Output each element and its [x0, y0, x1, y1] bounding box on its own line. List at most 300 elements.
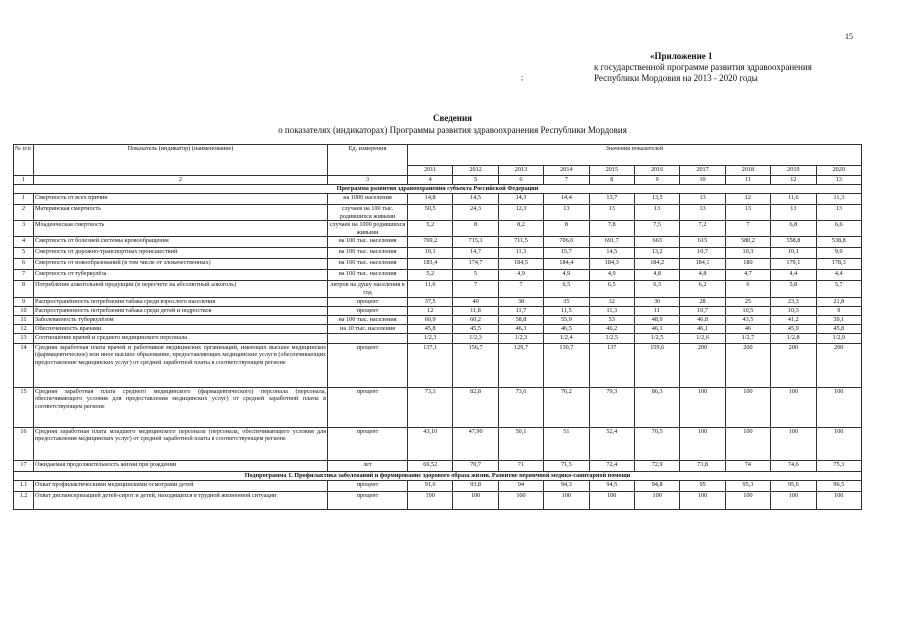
- value-cell: 1/2,5: [589, 333, 634, 343]
- indicator-name: Смертность от туберкулёза: [34, 270, 328, 281]
- value-cell: 4,8: [634, 270, 679, 281]
- unit-cell: литров на душу населения в год: [328, 281, 408, 297]
- section-1-row: [14, 185, 862, 194]
- value-cell: 11,6: [408, 281, 453, 297]
- value-cell: 5,2: [408, 221, 453, 237]
- value-cell: 100: [771, 427, 816, 460]
- year-header: 2014: [544, 166, 589, 176]
- indicator-name: Соотношение врачей и среднего медицинского персонала: [34, 333, 328, 343]
- value-cell: 100: [725, 427, 770, 460]
- column-number: 4: [408, 176, 453, 185]
- value-cell: 711,5: [498, 237, 543, 248]
- value-cell: 137,1: [408, 343, 453, 387]
- value-cell: 663: [634, 237, 679, 248]
- value-cell: 46,2: [589, 324, 634, 333]
- appendix-line-2: Республики Мордовия на 2013 - 2020 годы: [594, 73, 758, 83]
- row-number: 14: [14, 343, 34, 387]
- value-cell: 10,3: [725, 248, 770, 259]
- value-cell: 615: [680, 237, 725, 248]
- value-cell: 180: [725, 259, 770, 270]
- value-cell: 75,3: [816, 460, 861, 471]
- value-cell: 14,3: [498, 194, 543, 205]
- document-title: Сведения: [432, 113, 473, 123]
- value-cell: 46,8: [680, 315, 725, 324]
- value-cell: 7: [498, 281, 543, 297]
- row-number: 6: [14, 259, 34, 270]
- indicator-name: Смертность от всех причин: [34, 194, 328, 205]
- column-number: 7: [544, 176, 589, 185]
- value-cell: 100: [680, 491, 725, 509]
- value-cell: 6,5: [589, 281, 634, 297]
- year-header: 2015: [589, 166, 634, 176]
- table-row: [14, 237, 862, 248]
- column-number: 5: [453, 176, 498, 185]
- value-cell: 94: [498, 480, 543, 491]
- row-number: 9: [14, 297, 34, 306]
- value-cell: 6: [725, 281, 770, 297]
- indicator-name: Охват диспансеризацией детей-сирот и детей, находящихся в трудной жизненной ситуации: [34, 491, 328, 509]
- header-num: № п/п: [14, 145, 34, 176]
- value-cell: 715,1: [453, 237, 498, 248]
- value-cell: 11,3: [498, 248, 543, 259]
- value-cell: 47,90: [453, 427, 498, 460]
- value-cell: 12,3: [498, 205, 543, 221]
- stray-mark: ;: [521, 73, 524, 82]
- value-cell: 48,9: [634, 315, 679, 324]
- row-number: 4: [14, 237, 34, 248]
- value-cell: 93,8: [453, 480, 498, 491]
- document-subtitle: о показателях (индикаторах) Программы развития здравоохранения Республики Мордовия: [278, 125, 627, 135]
- value-cell: 100: [589, 491, 634, 509]
- unit-cell: на 100 тыс. населения: [328, 315, 408, 324]
- value-cell: 23,3: [771, 297, 816, 306]
- value-cell: 73,3: [408, 387, 453, 427]
- value-cell: 11,6: [771, 194, 816, 205]
- section-1-title: Программа развития здравоохранения субъекта Российской Федерации: [14, 185, 862, 194]
- value-cell: 159,6: [634, 343, 679, 387]
- value-cell: 14,5: [589, 248, 634, 259]
- value-cell: 51: [544, 427, 589, 460]
- value-cell: 200: [725, 343, 770, 387]
- year-header: 2018: [725, 166, 770, 176]
- value-cell: 46,3: [498, 324, 543, 333]
- unit-cell: на 1000 населения: [328, 194, 408, 205]
- unit-cell: процент: [328, 427, 408, 460]
- table-row: [14, 306, 862, 315]
- value-cell: 1/2,9: [816, 333, 861, 343]
- unit-cell: процент: [328, 306, 408, 315]
- unit-cell: на 100 тыс. населения: [328, 259, 408, 270]
- value-cell: 769,2: [408, 237, 453, 248]
- value-cell: 7,2: [680, 221, 725, 237]
- indicator-name: Смертность от новообразований (в том числе от злокачественных): [34, 259, 328, 270]
- table-row: [14, 297, 862, 306]
- value-cell: 13: [680, 205, 725, 221]
- table-row: [14, 248, 862, 259]
- value-cell: 100: [816, 491, 861, 509]
- section-2-row: [14, 471, 862, 480]
- value-cell: 86,3: [634, 387, 679, 427]
- indicator-name: Смертность от дорожно-транспортных происшествий: [34, 248, 328, 259]
- unit-cell: на 100 тыс. населения: [328, 248, 408, 259]
- value-cell: 46,5: [544, 324, 589, 333]
- table-row: [14, 387, 862, 427]
- value-cell: 200: [680, 343, 725, 387]
- table-row: [14, 480, 862, 491]
- indicator-name: Средняя заработная плата врачей и работников медицинских организаций, имеющих высшее медицинское (фармацевтическое) или иное высшее образование, предоставляющих медицинские услуги (обеспечивающих предоставление медицинских услуг) от средней заработной платы в соответствующем регионе: [34, 343, 328, 387]
- value-cell: 69,52: [408, 460, 453, 471]
- unit-cell: случаев на 100 тыс. родившихся живыми: [328, 205, 408, 221]
- value-cell: 8: [453, 221, 498, 237]
- row-number: 16: [14, 427, 34, 460]
- row-number: 13: [14, 333, 34, 343]
- year-header: 2020: [816, 166, 861, 176]
- value-cell: 1/2,3: [408, 333, 453, 343]
- value-cell: 39,1: [816, 315, 861, 324]
- table-row: [14, 221, 862, 237]
- value-cell: 12: [408, 306, 453, 315]
- value-cell: 5,8: [771, 281, 816, 297]
- value-cell: 32: [589, 297, 634, 306]
- appendix-line-1: к государственной программе развития здравоохранения: [594, 62, 812, 72]
- table-row: [14, 427, 862, 460]
- value-cell: 7: [453, 281, 498, 297]
- value-cell: 52,4: [589, 427, 634, 460]
- value-cell: 100: [725, 491, 770, 509]
- value-cell: 8,2: [498, 221, 543, 237]
- value-cell: 72,4: [589, 460, 634, 471]
- unit-cell: процент: [328, 480, 408, 491]
- table-row: [14, 270, 862, 281]
- value-cell: 1/2,3: [498, 333, 543, 343]
- unit-cell: [328, 333, 408, 343]
- value-cell: 6,3: [634, 281, 679, 297]
- value-cell: 43,10: [408, 427, 453, 460]
- value-cell: 50,1: [498, 427, 543, 460]
- value-cell: 95,6: [771, 480, 816, 491]
- value-cell: 46,1: [634, 324, 679, 333]
- indicator-name: Распространенность потребления табака среди детей и подростков: [34, 306, 328, 315]
- value-cell: 538,8: [816, 237, 861, 248]
- value-cell: 184,4: [544, 259, 589, 270]
- value-cell: 10,1: [408, 248, 453, 259]
- value-cell: 129,7: [498, 343, 543, 387]
- value-cell: 178,3: [816, 259, 861, 270]
- value-cell: 184,2: [634, 259, 679, 270]
- value-cell: 10,7: [680, 248, 725, 259]
- row-number: 11: [14, 315, 34, 324]
- value-cell: 13: [680, 194, 725, 205]
- year-header: 2017: [680, 166, 725, 176]
- indicator-name: Потребление алкогольной продукции (в пересчете на абсолютный алкоголь): [34, 281, 328, 297]
- value-cell: 100: [544, 491, 589, 509]
- value-cell: 24,3: [453, 205, 498, 221]
- value-cell: 45,8: [408, 324, 453, 333]
- header-unit: Ед. измерения: [328, 145, 408, 176]
- row-number: 2: [14, 205, 34, 221]
- value-cell: 45,5: [453, 324, 498, 333]
- value-cell: 46,1: [680, 324, 725, 333]
- unit-cell: процент: [328, 297, 408, 306]
- appendix-title: «Приложение 1: [650, 51, 713, 61]
- table-row: [14, 333, 862, 343]
- value-cell: 28: [680, 297, 725, 306]
- row-number: 3: [14, 221, 34, 237]
- value-cell: 10,1: [771, 248, 816, 259]
- value-cell: 46: [725, 324, 770, 333]
- value-cell: 70,7: [453, 460, 498, 471]
- value-cell: 100: [453, 491, 498, 509]
- value-cell: 100: [725, 387, 770, 427]
- unit-cell: случаев на 1000 родившихся живыми: [328, 221, 408, 237]
- value-cell: 4,9: [589, 270, 634, 281]
- value-cell: 45,8: [816, 324, 861, 333]
- value-cell: 9: [816, 306, 861, 315]
- value-cell: 1/2,7: [725, 333, 770, 343]
- value-cell: 11,8: [453, 306, 498, 315]
- value-cell: 4,4: [816, 270, 861, 281]
- unit-cell: процент: [328, 343, 408, 387]
- column-number: 8: [589, 176, 634, 185]
- value-cell: 50,5: [408, 205, 453, 221]
- value-cell: 1/2,4: [544, 333, 589, 343]
- value-cell: 100: [680, 427, 725, 460]
- value-cell: 7,8: [589, 221, 634, 237]
- value-cell: 200: [771, 343, 816, 387]
- value-cell: 174,7: [453, 259, 498, 270]
- value-cell: 13: [589, 205, 634, 221]
- value-cell: 156,7: [453, 343, 498, 387]
- year-header: 2019: [771, 166, 816, 176]
- value-cell: 21,8: [816, 297, 861, 306]
- value-cell: 53: [589, 315, 634, 324]
- value-cell: 70,5: [634, 427, 679, 460]
- value-cell: 11,3: [589, 306, 634, 315]
- value-cell: 100: [498, 491, 543, 509]
- table-row: [14, 343, 862, 387]
- value-cell: 100: [771, 491, 816, 509]
- page-number: 15: [845, 32, 853, 41]
- value-cell: 73,8: [680, 460, 725, 471]
- value-cell: 11,5: [544, 306, 589, 315]
- row-number: 15: [14, 387, 34, 427]
- value-cell: 100: [408, 491, 453, 509]
- value-cell: 13: [725, 205, 770, 221]
- value-cell: 10,5: [725, 306, 770, 315]
- value-cell: 179,1: [771, 259, 816, 270]
- section-2-title: Подпрограмма 1. Профилактика заболеваний и формирование здорового образа жизни. Развитие первичной медико-санитарной помощи: [14, 471, 862, 480]
- indicators-table: [13, 144, 862, 510]
- value-cell: 7,5: [634, 221, 679, 237]
- value-cell: 6,6: [816, 221, 861, 237]
- value-cell: 58,8: [498, 315, 543, 324]
- value-cell: 95: [680, 480, 725, 491]
- value-cell: 4,4: [771, 270, 816, 281]
- value-cell: 11,7: [498, 306, 543, 315]
- value-cell: 100: [816, 387, 861, 427]
- value-cell: 74: [725, 460, 770, 471]
- value-cell: 55,9: [544, 315, 589, 324]
- value-cell: 43,5: [725, 315, 770, 324]
- row-number: 5: [14, 248, 34, 259]
- value-cell: 13: [544, 205, 589, 221]
- value-cell: 14,4: [544, 194, 589, 205]
- year-header: 2013: [498, 166, 543, 176]
- column-number: 6: [498, 176, 543, 185]
- unit-cell: на 10 тыс. населения: [328, 324, 408, 333]
- value-cell: 41,2: [771, 315, 816, 324]
- indicator-name: Средняя заработная плата младшего медицинского персонала (персонала, обеспечивающего условия для предоставления медицинских услуг) от средней заработной платы в соответствующем регионе: [34, 427, 328, 460]
- table-row: [14, 259, 862, 270]
- indicator-name: Распространённость потребления табака среди взрослого населения: [34, 297, 328, 306]
- value-cell: 82,8: [453, 387, 498, 427]
- year-header: 2011: [408, 166, 453, 176]
- value-cell: 13,2: [634, 248, 679, 259]
- value-cell: 79,3: [589, 387, 634, 427]
- value-cell: 184,3: [589, 259, 634, 270]
- indicator-name: Заболеваемость туберкулёзом: [34, 315, 328, 324]
- value-cell: 13: [816, 205, 861, 221]
- row-number: 17: [14, 460, 34, 471]
- header-row: [14, 145, 862, 166]
- value-cell: 13,7: [589, 194, 634, 205]
- value-cell: 35: [544, 297, 589, 306]
- indicator-name: Материнская смертность: [34, 205, 328, 221]
- value-cell: 130,7: [544, 343, 589, 387]
- year-header: 2016: [634, 166, 679, 176]
- value-cell: 7: [725, 221, 770, 237]
- table-row: [14, 324, 862, 333]
- indicator-name: Младенческая смертность: [34, 221, 328, 237]
- value-cell: 184,5: [498, 259, 543, 270]
- value-cell: 1/2,8: [771, 333, 816, 343]
- value-cell: 91,6: [408, 480, 453, 491]
- row-number: 10: [14, 306, 34, 315]
- value-cell: 60,2: [453, 315, 498, 324]
- value-cell: 8: [544, 221, 589, 237]
- value-cell: 5,2: [408, 270, 453, 281]
- unit-cell: на 100 тыс. населения: [328, 237, 408, 248]
- table-row: [14, 194, 862, 205]
- value-cell: 11: [634, 306, 679, 315]
- value-cell: 13: [634, 205, 679, 221]
- value-cell: 10,7: [680, 306, 725, 315]
- column-number: 1: [14, 176, 34, 185]
- value-cell: 95,3: [725, 480, 770, 491]
- column-number: 9: [634, 176, 679, 185]
- value-cell: 5,7: [816, 281, 861, 297]
- value-cell: 94,8: [634, 480, 679, 491]
- value-cell: 15,7: [544, 248, 589, 259]
- row-number: 12: [14, 324, 34, 333]
- row-number: 1.2: [14, 491, 34, 509]
- row-number: 7: [14, 270, 34, 281]
- value-cell: 12: [725, 194, 770, 205]
- value-cell: 4,9: [498, 270, 543, 281]
- value-cell: 4,8: [680, 270, 725, 281]
- value-cell: 100: [680, 387, 725, 427]
- appendix-header: [594, 51, 812, 84]
- value-cell: 14,7: [453, 248, 498, 259]
- value-cell: 200: [816, 343, 861, 387]
- row-number: 1.1: [14, 480, 34, 491]
- value-cell: 96,5: [816, 480, 861, 491]
- row-number: 1: [14, 194, 34, 205]
- value-cell: 73,6: [498, 387, 543, 427]
- value-cell: 184,1: [680, 259, 725, 270]
- value-cell: 14,5: [453, 194, 498, 205]
- value-cell: 137: [589, 343, 634, 387]
- value-cell: 100: [771, 387, 816, 427]
- table-row: [14, 281, 862, 297]
- value-cell: 1/2,3: [453, 333, 498, 343]
- column-number: 10: [680, 176, 725, 185]
- indicator-name: Охват профилактическими медицинскими осмотрами детей: [34, 480, 328, 491]
- column-number: 11: [725, 176, 770, 185]
- value-cell: 74,6: [771, 460, 816, 471]
- value-cell: 71: [498, 460, 543, 471]
- value-cell: 6,2: [680, 281, 725, 297]
- value-cell: 71,5: [544, 460, 589, 471]
- value-cell: 76,2: [544, 387, 589, 427]
- value-cell: 5: [453, 270, 498, 281]
- unit-cell: процент: [328, 491, 408, 509]
- unit-cell: на 100 тыс. населения: [328, 270, 408, 281]
- value-cell: 30: [634, 297, 679, 306]
- value-cell: 38: [498, 297, 543, 306]
- value-cell: 691,7: [589, 237, 634, 248]
- table-row: [14, 315, 862, 324]
- value-cell: 183,4: [408, 259, 453, 270]
- table-row: [14, 205, 862, 221]
- value-cell: 10,3: [771, 306, 816, 315]
- value-cell: 1/2,5: [634, 333, 679, 343]
- unit-cell: лет: [328, 460, 408, 471]
- value-cell: 13,5: [634, 194, 679, 205]
- header-values: Значения показателей: [408, 145, 862, 166]
- value-cell: 94,3: [544, 480, 589, 491]
- value-cell: 25: [725, 297, 770, 306]
- header-indicator: Показатель (индикатор) (наименование): [34, 145, 328, 176]
- value-cell: 9,9: [816, 248, 861, 259]
- value-cell: 1/2,6: [680, 333, 725, 343]
- value-cell: 13: [771, 205, 816, 221]
- value-cell: 100: [634, 491, 679, 509]
- value-cell: 4,9: [544, 270, 589, 281]
- unit-cell: процент: [328, 387, 408, 427]
- column-number: 3: [328, 176, 408, 185]
- value-cell: 100: [816, 427, 861, 460]
- value-cell: 72,9: [634, 460, 679, 471]
- value-cell: 11,3: [816, 194, 861, 205]
- value-cell: 37,5: [408, 297, 453, 306]
- value-cell: 4,7: [725, 270, 770, 281]
- value-cell: 60,9: [408, 315, 453, 324]
- table-row: [14, 491, 862, 509]
- value-cell: 706,6: [544, 237, 589, 248]
- column-number: 13: [816, 176, 861, 185]
- value-cell: 45,9: [771, 324, 816, 333]
- year-header: 2012: [453, 166, 498, 176]
- value-cell: 580,2: [725, 237, 770, 248]
- value-cell: 14,8: [408, 194, 453, 205]
- value-cell: 6,5: [544, 281, 589, 297]
- indicator-name: Средняя заработная плата среднего медицинского (фармацевтического) персонала (персонала, обеспечивающего условия для предоставления медицинских услуг) от средней заработной платы в соответствующем регионе: [34, 387, 328, 427]
- column-number: 12: [771, 176, 816, 185]
- indicator-name: Смертность от болезней системы кровообращения: [34, 237, 328, 248]
- row-number: 8: [14, 281, 34, 297]
- value-cell: 94,5: [589, 480, 634, 491]
